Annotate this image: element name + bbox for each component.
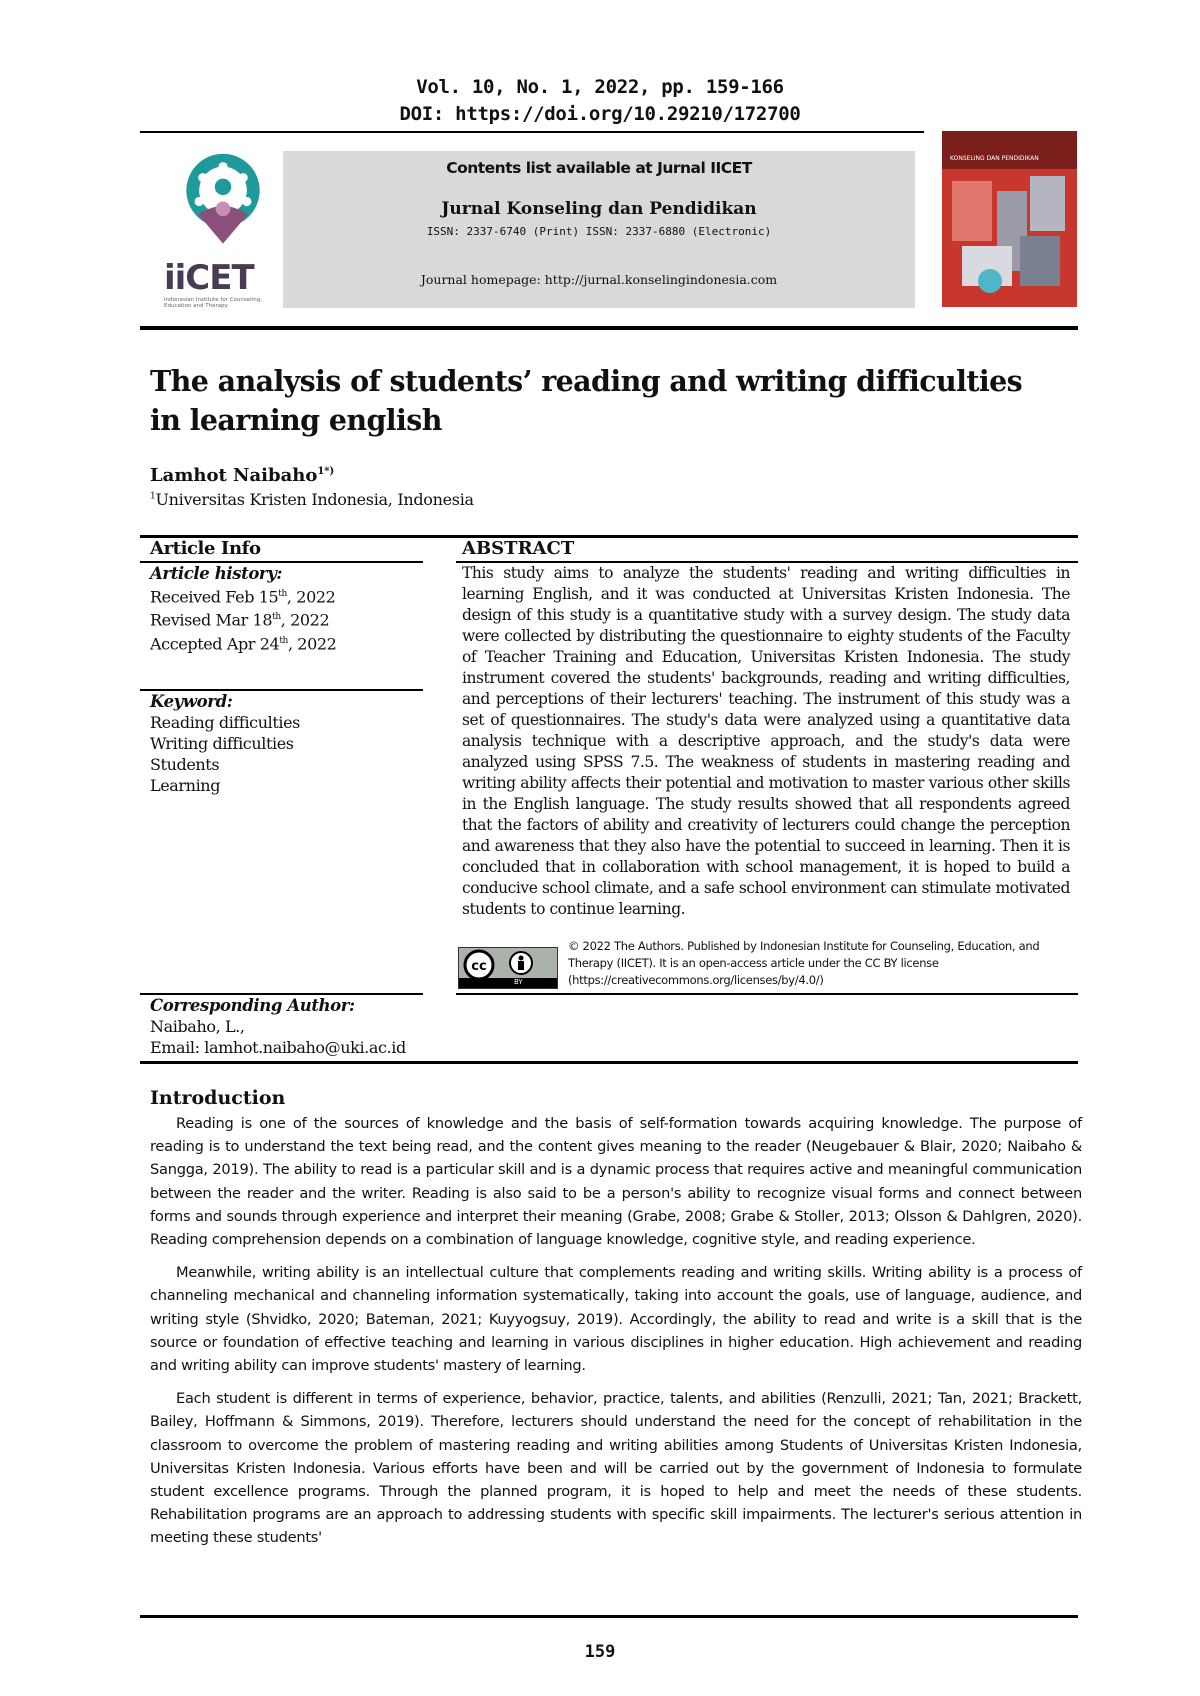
license-rule [456, 993, 1078, 995]
author-sup: 1*) [317, 466, 335, 477]
corresponding-email: Email: lamhot.naibaho@uki.ac.id [150, 1038, 406, 1057]
article-title: The analysis of students’ reading and writing difficulties in learning english [150, 364, 1023, 437]
abstract-heading: ABSTRACT [462, 538, 575, 559]
svg-text:cc: cc [471, 959, 487, 974]
logo-name: iiCET [164, 258, 254, 298]
received-date: Received Feb 15th, 2022 [150, 587, 336, 607]
footer-rule [140, 1615, 1078, 1618]
journal-issn: ISSN: 2337-6740 (Print) ISSN: 2337-6880 (Electronic) [426, 225, 772, 238]
article-info-heading: Article Info [150, 538, 261, 559]
volume-info [0, 74, 1200, 128]
keyword-label: Keyword: [150, 692, 233, 711]
header-rule-thick [140, 326, 1078, 330]
history-label: Article history: [150, 564, 283, 583]
affiliation-line [150, 490, 474, 509]
keyword-item: Reading difficulties [150, 713, 300, 732]
keyword-item: Writing difficulties [150, 734, 294, 753]
abstract-text: This study aims to analyze the students' reading and writing difficulties in learning English, and it was conducted at Universitas Kristen Indonesia. The design of this study is a quantitative study with a survey design. The study data were collected by distributing the questionnaire to eighty students of the Faculty of Teacher Training and Education, Universitas Kristen Indonesia. The study instrument covered the students' backgrounds, reading and writing difficulties, and perceptions of their lecturers' teaching. The instrument of this study was a set of questionnaires. The study's data were analyzed using a quantitative data analysis technique with a descriptive approach, and the study's data were analyzed using SPSS 7.5. The weakness of students in mastering reading and writing ability affects their potential and motivation to master various other skills in the English language. The study results showed that all respondents agreed that the factors of ability and creativity of lecturers could change the perception and awareness that they also have the potential to succeed in learning. Then it is concluded that in collaboration with school management, it is hoped to build a conducive school climate, and a safe school environment can stimulate motivated students to continue learning. [462, 564, 1070, 918]
iicet-logo-icon [164, 152, 282, 262]
author-name: Lamhot Naibaho [150, 465, 318, 486]
accepted-date: Accepted Apr 24th, 2022 [150, 633, 337, 653]
intro-paragraph: Meanwhile, writing ability is an intellectual culture that complements reading and writing skills. Writing ability is a process of channeling mechanical and channeling information systematically, taking into account the goals, use of language, audience, and writing style (Shvidko, 2020; Bateman, 2021; Kuyyogsuy, 2019). Accordingly, the ability to read and write is a skill that is the source or foundation of effective teaching and learning in various disciplines in higher education. High achievement and reading and writing ability can improve students' mastery of learning. [150, 1264, 1082, 1375]
cover-title: KONSELING DAN PENDIDIKAN [950, 155, 1039, 162]
intro-paragraph: Reading is one of the sources of knowledge and the basis of self-formation towards acquiring knowledge. The purpose of reading is to understand the text being read, and the content gives meaning to the reader (Neugebauer & Blair, 2020; Naibaho & Sangga, 2019). The ability to read is a particular skill and is a dynamic process that requires active and meaningful communication between the reader and the writer. Reading is also said to be a person's ability to recognize visual forms and connect between forms and sounds through experience and interpret their meaning (Grabe, 2008; Grabe & Stoller, 2013; Olsson & Dahlgren, 2020). Reading comprehension depends on a combination of language knowledge, cognitive style, and reading experience. [150, 1115, 1082, 1249]
logo-tagline: Indonesian Institute for Counseling, Education and Therapy [164, 297, 262, 309]
author-line [150, 465, 334, 486]
journal-name: Jurnal Konseling dan Pendidikan [441, 199, 757, 219]
contents-available: Contents list available at Jurnal IICET [446, 159, 752, 177]
journal-homepage: Journal homepage: http://jurnal.konselingindonesia.com [420, 272, 778, 287]
license-text: © 2022 The Authors. Published by Indonesian Institute for Counseling, Education, and Therapy (IICET). It is an open-access article under the CC BY license (https://creativecommons.org/licenses/by/4.0/) [568, 939, 1040, 987]
keyword-item: Students [150, 755, 220, 774]
intro-paragraph: Each student is different in terms of experience, behavior, practice, talents, and abilities (Renzulli, 2021; Tan, 2021; Brackett, Bailey, Hoffmann & Simmons, 2019). Therefore, lecturers should understand the need for the concept of rehabilitation in the classroom to overcome the problem of mastering reading and writing abilities among Students of Universitas Kristen Indonesia, Universitas Kristen Indonesia. Various efforts have been and will be carried out by the government of Indonesia to formulate student excellence programs. Through the planned program, it is hoped to help and meet the needs of these students. Rehabilitation programs are an approach to addressing students with specific skill impairments. The lecturer's serious attention in meeting these students' [150, 1390, 1082, 1547]
journal-cover-image [942, 131, 1077, 307]
volume-line: Vol. 10, No. 1, 2022, pp. 159-166 [416, 76, 784, 98]
introduction-heading: Introduction [150, 1087, 286, 1109]
info-bottom-rule [140, 1061, 1078, 1064]
corresponding-name: Naibaho, L., [150, 1017, 245, 1036]
cc-by-license-icon [458, 947, 558, 989]
header-rule-thin [140, 131, 924, 133]
doi-line: DOI: https://doi.org/10.29210/172700 [399, 103, 801, 125]
affiliation-sup: 1 [150, 491, 156, 502]
cc-by-label: BY [514, 978, 523, 986]
corresponding-label: Corresponding Author: [150, 996, 355, 1015]
affiliation: Universitas Kristen Indonesia, Indonesia [155, 490, 474, 509]
journal-info-box [283, 151, 915, 308]
revised-date: Revised Mar 18th, 2022 [150, 610, 330, 630]
article-history [150, 563, 420, 654]
introduction-body [150, 1112, 1082, 1550]
corresponding-author [150, 995, 450, 1058]
keyword-item: Learning [150, 776, 221, 795]
keywords-block [150, 691, 420, 796]
page-number: 159 [584, 1642, 616, 1662]
